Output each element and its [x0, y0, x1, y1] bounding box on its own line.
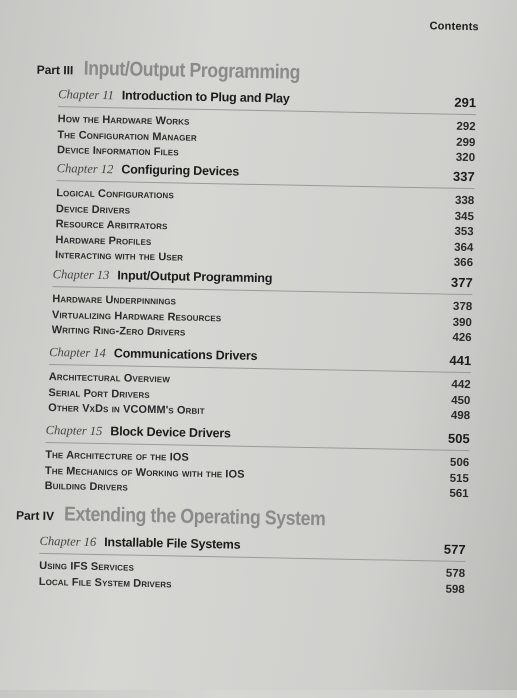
- chapter-page: 505: [447, 430, 470, 447]
- section-title: Writing Ring-Zero Drivers: [51, 324, 186, 339]
- chapter-page: 441: [449, 352, 472, 369]
- section-page: 353: [454, 225, 474, 239]
- chapter-label: Chapter 14: [49, 345, 106, 361]
- chapter-block: [44, 423, 469, 504]
- chapter-page: 291: [454, 94, 477, 111]
- section-title: Virtualizing Hardware Resources: [51, 308, 222, 324]
- section-page: 345: [454, 210, 475, 223]
- section-title: Hardware Profiles: [55, 233, 152, 248]
- chapter-page: 577: [443, 541, 466, 558]
- section-page: 292: [456, 120, 476, 134]
- chapter-title: Configuring Devices: [121, 162, 240, 179]
- chapter-block: [51, 267, 472, 348]
- section-page: 561: [449, 487, 469, 501]
- section-page: 320: [455, 151, 476, 165]
- section-title: Logical Configurations: [56, 187, 174, 202]
- chapter-page: 377: [450, 274, 473, 291]
- section-page: 378: [452, 300, 473, 314]
- section-title: Interacting with the User: [54, 249, 184, 264]
- part-title: Extending the Operating System: [63, 503, 326, 531]
- section-page: 450: [451, 394, 471, 407]
- section-title: Building Drivers: [44, 479, 128, 494]
- chapter-title: Introduction to Plug and Play: [121, 88, 290, 106]
- chapter-label: Chapter 16: [39, 533, 97, 549]
- part-label: Part III: [36, 62, 74, 78]
- part-heading: [36, 57, 329, 86]
- section-page: 338: [454, 194, 475, 208]
- section-page: 390: [452, 316, 472, 329]
- section-title: Device Information Files: [56, 144, 179, 159]
- chapter-block: [57, 87, 476, 168]
- chapter-title: Input/Output Programming: [117, 268, 273, 286]
- section-page: 498: [450, 409, 471, 423]
- section-title: Local File System Drivers: [38, 575, 172, 590]
- running-header: Contents: [429, 20, 479, 34]
- section-title: The Architecture of the IOS: [45, 448, 190, 464]
- chapter-label: Chapter 15: [45, 422, 103, 439]
- section-page: 506: [449, 456, 470, 470]
- section-title: Serial Port Drivers: [48, 386, 150, 401]
- section-page: 366: [453, 256, 474, 270]
- chapter-title: Communications Drivers: [113, 346, 258, 364]
- section-title: Resource Arbitrators: [55, 218, 168, 233]
- part-title: Input/Output Programming: [83, 57, 300, 84]
- section-page: 426: [452, 331, 472, 345]
- section-page: 299: [456, 136, 476, 149]
- chapter-label: Chapter 12: [56, 161, 114, 177]
- section-title: How the Hardware Works: [57, 113, 190, 128]
- part-heading: [16, 502, 361, 532]
- section-title: Using IFS Services: [39, 559, 135, 574]
- chapter-block: [48, 345, 471, 426]
- chapter-block: [39, 534, 466, 599]
- chapter-label: Chapter 13: [52, 267, 110, 283]
- chapter-block: [55, 161, 475, 273]
- section-page: 598: [445, 583, 465, 596]
- part-label: Part IV: [15, 508, 55, 524]
- section-title: Hardware Underpinnings: [52, 293, 177, 308]
- section-title: Architectural Overview: [48, 371, 171, 386]
- chapter-page: 337: [452, 168, 475, 185]
- section-title: Device Drivers: [55, 202, 131, 217]
- section-title: The Configuration Manager: [57, 128, 197, 144]
- chapter-title: Block Device Drivers: [110, 424, 231, 441]
- chapter-label: Chapter 11: [58, 87, 114, 103]
- section-title: The Mechanics of Working with the IOS: [44, 464, 245, 481]
- section-page: 515: [449, 472, 469, 485]
- chapter-title: Installable File Systems: [104, 535, 241, 552]
- section-page: 364: [454, 241, 474, 254]
- section-page: 442: [451, 378, 471, 392]
- section-page: 578: [445, 567, 466, 581]
- section-title: Other VxDs in VCOMM's Orbit: [48, 402, 205, 418]
